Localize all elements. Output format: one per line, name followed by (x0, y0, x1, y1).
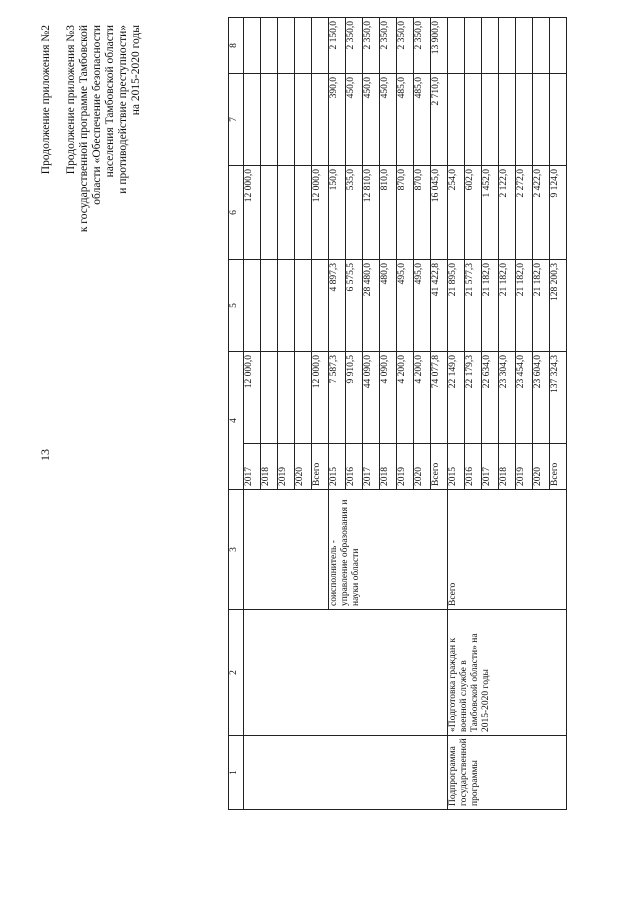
value-cell: 21 182,0 (516, 260, 533, 352)
value-cell: 21 577,3 (465, 260, 482, 352)
column-number: 7 (229, 74, 244, 166)
executor-cell: соисполнитель - управление образования и науки области (329, 490, 448, 610)
header-line: населения Тамбовской области (104, 25, 116, 178)
value-cell (550, 18, 567, 74)
value-cell: 1 452,0 (482, 166, 499, 260)
value-cell: 480,0 (380, 260, 397, 352)
value-cell: 12 000,0 (312, 352, 329, 444)
value-cell: 485,0 (414, 74, 431, 166)
value-cell (278, 352, 295, 444)
value-cell (465, 74, 482, 166)
value-cell: 13 900,0 (431, 18, 448, 74)
value-cell: 870,0 (414, 166, 431, 260)
value-cell: 450,0 (380, 74, 397, 166)
table-row (448, 18, 465, 810)
value-cell: 535,0 (346, 166, 363, 260)
header-line: Продолжение приложения №3 (65, 25, 77, 175)
value-cell: 28 480,0 (363, 260, 380, 352)
column-number: 8 (229, 18, 244, 74)
value-cell: 12 000,0 (244, 166, 261, 260)
value-cell: 22 634,0 (482, 352, 499, 444)
value-cell (448, 74, 465, 166)
value-cell (295, 74, 312, 166)
column-number: 1 (229, 736, 244, 810)
value-cell: 4 897,3 (329, 260, 346, 352)
value-cell (295, 166, 312, 260)
value-cell (244, 74, 261, 166)
value-cell: 12 000,0 (244, 352, 261, 444)
value-cell: 23 604,0 (533, 352, 550, 444)
value-cell: 495,0 (414, 260, 431, 352)
value-cell: 495,0 (397, 260, 414, 352)
value-cell (499, 74, 516, 166)
value-cell: 9 124,0 (550, 166, 567, 260)
value-cell: 9 910,5 (346, 352, 363, 444)
value-cell (516, 18, 533, 74)
value-cell: 2 272,0 (516, 166, 533, 260)
value-cell (278, 18, 295, 74)
year-cell: 2016 (346, 444, 363, 490)
appendix-header (40, 25, 143, 385)
value-cell: 150,0 (329, 166, 346, 260)
column-number: 4 (229, 352, 244, 490)
value-cell: 12 810,0 (363, 166, 380, 260)
value-cell (278, 166, 295, 260)
value-cell: 21 182,0 (482, 260, 499, 352)
value-cell (516, 74, 533, 166)
value-cell (295, 352, 312, 444)
year-cell: 2019 (278, 444, 295, 490)
column-number: 3 (229, 490, 244, 610)
value-cell (244, 18, 261, 74)
value-cell (312, 74, 329, 166)
executor-cell: Всего (448, 490, 567, 610)
year-cell: Всего (312, 444, 329, 490)
value-cell: 21 182,0 (499, 260, 516, 352)
value-cell: 21 895,0 (448, 260, 465, 352)
value-cell (278, 74, 295, 166)
program-type-cell (244, 736, 448, 810)
appendix-continuation-title: Продолжение приложения №2 (40, 25, 52, 175)
year-cell: 2018 (499, 444, 516, 490)
value-cell: 2 710,0 (431, 74, 448, 166)
value-cell (499, 18, 516, 74)
year-cell: 2019 (516, 444, 533, 490)
value-cell: 2 350,0 (414, 18, 431, 74)
page-number: 13 (38, 449, 52, 461)
value-cell: 23 454,0 (516, 352, 533, 444)
year-cell: 2020 (414, 444, 431, 490)
value-cell: 254,0 (448, 166, 465, 260)
value-cell (312, 260, 329, 352)
value-cell: 23 304,0 (499, 352, 516, 444)
year-cell: Всего (550, 444, 567, 490)
value-cell: 870,0 (397, 166, 414, 260)
value-cell (482, 18, 499, 74)
header-line: к государственной программе Тамбовской (78, 25, 90, 233)
column-number: 6 (229, 166, 244, 260)
value-cell: 2 350,0 (397, 18, 414, 74)
program-name-cell (244, 610, 448, 736)
value-cell: 128 200,3 (550, 260, 567, 352)
value-cell: 450,0 (363, 74, 380, 166)
executor-cell (244, 490, 329, 610)
value-cell: 41 422,8 (431, 260, 448, 352)
value-cell: 810,0 (380, 166, 397, 260)
value-cell: 2 350,0 (363, 18, 380, 74)
value-cell: 7 587,3 (329, 352, 346, 444)
value-cell (261, 260, 278, 352)
value-cell (448, 18, 465, 74)
value-cell: 4 200,0 (414, 352, 431, 444)
value-cell (295, 260, 312, 352)
column-number: 2 (229, 610, 244, 736)
value-cell (261, 18, 278, 74)
value-cell: 2 122,0 (499, 166, 516, 260)
year-cell: 2017 (482, 444, 499, 490)
year-cell: 2016 (465, 444, 482, 490)
value-cell: 6 575,5 (346, 260, 363, 352)
value-cell: 74 077,8 (431, 352, 448, 444)
value-cell: 22 179,3 (465, 352, 482, 444)
value-cell (533, 18, 550, 74)
value-cell (261, 166, 278, 260)
column-number-row (229, 18, 244, 810)
value-cell: 12 000,0 (312, 166, 329, 260)
year-cell: 2017 (363, 444, 380, 490)
program-type-cell: Подпрограмма государственной программы (448, 736, 567, 810)
header-line: на 2015-2020 годы (130, 25, 142, 116)
value-cell: 16 045,0 (431, 166, 448, 260)
value-cell (261, 74, 278, 166)
value-cell: 22 149,0 (448, 352, 465, 444)
value-cell: 4 090,0 (380, 352, 397, 444)
year-cell: 2017 (244, 444, 261, 490)
year-cell: 2020 (295, 444, 312, 490)
header-line: и противодействие преступности» (117, 25, 129, 194)
value-cell (550, 74, 567, 166)
value-cell (465, 18, 482, 74)
column-number: 5 (229, 260, 244, 352)
value-cell: 2 150,0 (329, 18, 346, 74)
year-cell: Всего (431, 444, 448, 490)
value-cell: 2 350,0 (346, 18, 363, 74)
value-cell: 4 200,0 (397, 352, 414, 444)
value-cell (278, 260, 295, 352)
year-cell: 2019 (397, 444, 414, 490)
value-cell: 390,0 (329, 74, 346, 166)
header-line: области «Обеспечение безопасности (91, 25, 103, 205)
value-cell (244, 260, 261, 352)
year-cell: 2018 (261, 444, 278, 490)
year-cell: 2018 (380, 444, 397, 490)
value-cell: 2 422,0 (533, 166, 550, 260)
value-cell (312, 18, 329, 74)
value-cell: 485,0 (397, 74, 414, 166)
value-cell (533, 74, 550, 166)
value-cell: 450,0 (346, 74, 363, 166)
value-cell: 44 090,0 (363, 352, 380, 444)
value-cell: 21 182,0 (533, 260, 550, 352)
year-cell: 2015 (448, 444, 465, 490)
value-cell (482, 74, 499, 166)
program-name-cell: «Подготовка граждан к военной службе в Тамбовской области» на 2015-2020 годы (448, 610, 567, 736)
value-cell (295, 18, 312, 74)
value-cell (261, 352, 278, 444)
value-cell: 137 324,3 (550, 352, 567, 444)
value-cell: 602,0 (465, 166, 482, 260)
table-row (244, 18, 261, 810)
financing-table (228, 17, 567, 810)
year-cell: 2020 (533, 444, 550, 490)
year-cell: 2015 (329, 444, 346, 490)
value-cell: 2 350,0 (380, 18, 397, 74)
